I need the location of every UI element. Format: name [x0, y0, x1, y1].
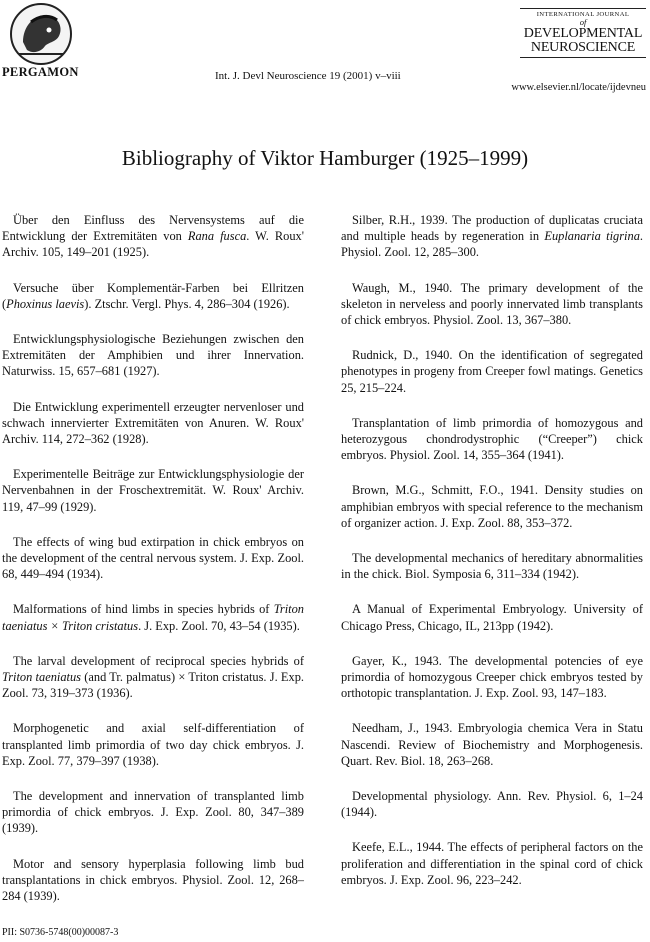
reference-text: Silber, R.H., 1939. The production of duplicatas cruciata and multiple heads by regeneration in [341, 213, 643, 244]
reference-text: Transplantation of limb primordia of homozygous and heterozygous chondrodystrophic (“Creeper”) chick embryos. Physiol. Zool. 14, 355–364 (1941). [341, 415, 643, 463]
reference-entry [341, 212, 643, 261]
left-column [2, 212, 304, 923]
reference-italic: Triton taeniatus [2, 670, 81, 685]
reference-text: The developmental mechanics of hereditary abnormalities in the chick. Biol. Symposia 6, 311–334 (1942). [341, 551, 643, 582]
reference-entry [341, 653, 643, 702]
reference-entry [2, 466, 304, 515]
reference-rest: ). Ztschr. Vergl. Phys. 4, 286–304 (1926). [84, 296, 290, 311]
reference-entry [2, 212, 304, 261]
reference-entry [341, 482, 643, 531]
reference-entry [341, 720, 643, 769]
reference-text: The development and innervation of transplanted limb primordia of chick embryos. J. Exp. Zool. 80, 347–389 (1939). [2, 789, 304, 836]
reference-text: Malformations of hind limbs in species hybrids of [13, 602, 274, 617]
article-title: Bibliography of Viktor Hamburger (1925–1999) [121, 146, 529, 170]
pergamon-logo-icon [9, 2, 73, 66]
reference-rest: . J. Exp. Zool. 70, 43–54 (1935). [138, 618, 300, 633]
reference-entry [2, 653, 304, 702]
journal-line-4: NEUROSCIENCE [520, 41, 646, 58]
reference-entry [341, 550, 643, 582]
reference-entry [2, 399, 304, 448]
journal-masthead [520, 8, 646, 58]
reference-entry [2, 280, 304, 312]
reference-entry [2, 534, 304, 583]
reference-text: Experimentelle Beiträge zur Entwicklungsphysiologie der Nervenbahnen in der Froschextremität. W. Roux' Archiv. 119, 47–99 (1929). [2, 467, 304, 514]
journal-url[interactable]: www.elsevier.nl/locate/ijdevneu [511, 82, 646, 93]
reference-entry [341, 347, 643, 396]
reference-text: Developmental physiology. Ann. Rev. Physiol. 6, 1–24 (1944). [341, 789, 643, 820]
reference-text: A Manual of Experimental Embryology. University of Chicago Press, Chicago, IL, 213pp (1942). [341, 602, 643, 633]
reference-italic: Phoxinus laevis [6, 296, 85, 311]
reference-text: Versuche über Komplementär-Farben bei Ellritzen ( [2, 280, 304, 311]
reference-rest: . Physiol. Zool. 12, 285–300. [341, 229, 644, 260]
reference-text: Über den Einfluss des Nervensystems auf die Entwicklung der Extremitäten von [2, 213, 304, 244]
reference-text: Die Entwicklung experimentell erzeugter nervenloser und schwach innervierter Extremitäten von Anuren. W. Roux' Archiv. 114, 272–362 (1928). [2, 399, 304, 447]
reference-text: Gayer, K., 1943. The developmental potencies of eye primordia of homozygous Creeper chick embryos tested by orthotopic transplantation. J. Exp. Zool. 93, 147–183. [341, 653, 643, 701]
reference-text: The effects of wing bud extirpation in chick embryos on the development of the central nervous system. J. Exp. Zool. 68, 449–494 (1934). [2, 534, 304, 582]
reference-italic: Euplanaria tigrina [544, 229, 640, 244]
reference-text: Motor and sensory hyperplasia following limb bud transplantations in chick embryos. Physiol. Zool. 12, 268–284 (1939). [2, 856, 304, 904]
reference-entry [341, 839, 643, 888]
publisher-name: PERGAMON [2, 65, 79, 79]
reference-rest: . W. Roux' Archiv. 105, 149–201 (1925). [2, 229, 304, 260]
reference-entry [2, 601, 304, 633]
reference-text: Rudnick, D., 1940. On the identification of segregated phenotypes in progeny from Creeper fowl matings. Genetics 25, 215–224. [341, 348, 643, 395]
reference-text: Waugh, M., 1940. The primary development of the skeleton in nerveless and poorly innervated limb transplants of chick embryos. Physiol. Zool. 13, 367–380. [341, 280, 643, 328]
reference-entry [341, 415, 643, 464]
reference-text: Brown, M.G., Schmitt, F.O., 1941. Density studies on amphibian embryos with special reference to the mechanism of organizer action. J. Exp. Zool. 88, 353–372. [341, 483, 643, 530]
reference-text: Keefe, E.L., 1944. The effects of peripheral factors on the proliferation and differentiation in the spinal cord of chick embryos. J. Exp. Zool. 96, 223–242. [341, 840, 643, 887]
reference-italic: Rana fusca [187, 229, 247, 244]
pii-footer: PII: S0736-5748(00)00087-3 [2, 927, 119, 938]
reference-text: Entwicklungsphysiologische Beziehungen zwischen den Extremitäten der Amphibien und ihrer Innervation. Naturwiss. 15, 657–681 (1927). [2, 332, 304, 379]
reference-text: Needham, J., 1943. Embryologia chemica Vera in Statu Nascendi. Review of Biochemistry and Morphogenesis. Quart. Rev. Biol. 18, 263–268. [341, 721, 643, 768]
reference-entry [341, 601, 643, 633]
journal-line-2: of [579, 17, 587, 27]
reference-rest: (and Tr. palmatus) × Triton cristatus. J. Exp. Zool. 73, 319–373 (1936). [2, 670, 304, 701]
journal-line-3: DEVELOPMENTAL [523, 26, 643, 41]
reference-text: The larval development of reciprocal species hybrids of [13, 653, 304, 668]
reference-text: Morphogenetic and axial self-differentiation of transplanted limb primordia of two day chick embryos. J. Exp. Zool. 77, 379–397 (1938). [2, 721, 304, 768]
reference-entry [2, 788, 304, 837]
reference-entry [2, 856, 304, 905]
reference-italic: Triton taeniatus × Triton cristatus [2, 602, 304, 633]
reference-entry [2, 720, 304, 769]
right-column [341, 212, 643, 907]
reference-entry [341, 280, 643, 329]
journal-citation: Int. J. Devl Neuroscience 19 (2001) v–viii [215, 70, 401, 82]
reference-entry [2, 331, 304, 380]
reference-entry [341, 788, 643, 820]
journal-line-1: INTERNATIONAL JOURNAL [520, 8, 646, 18]
